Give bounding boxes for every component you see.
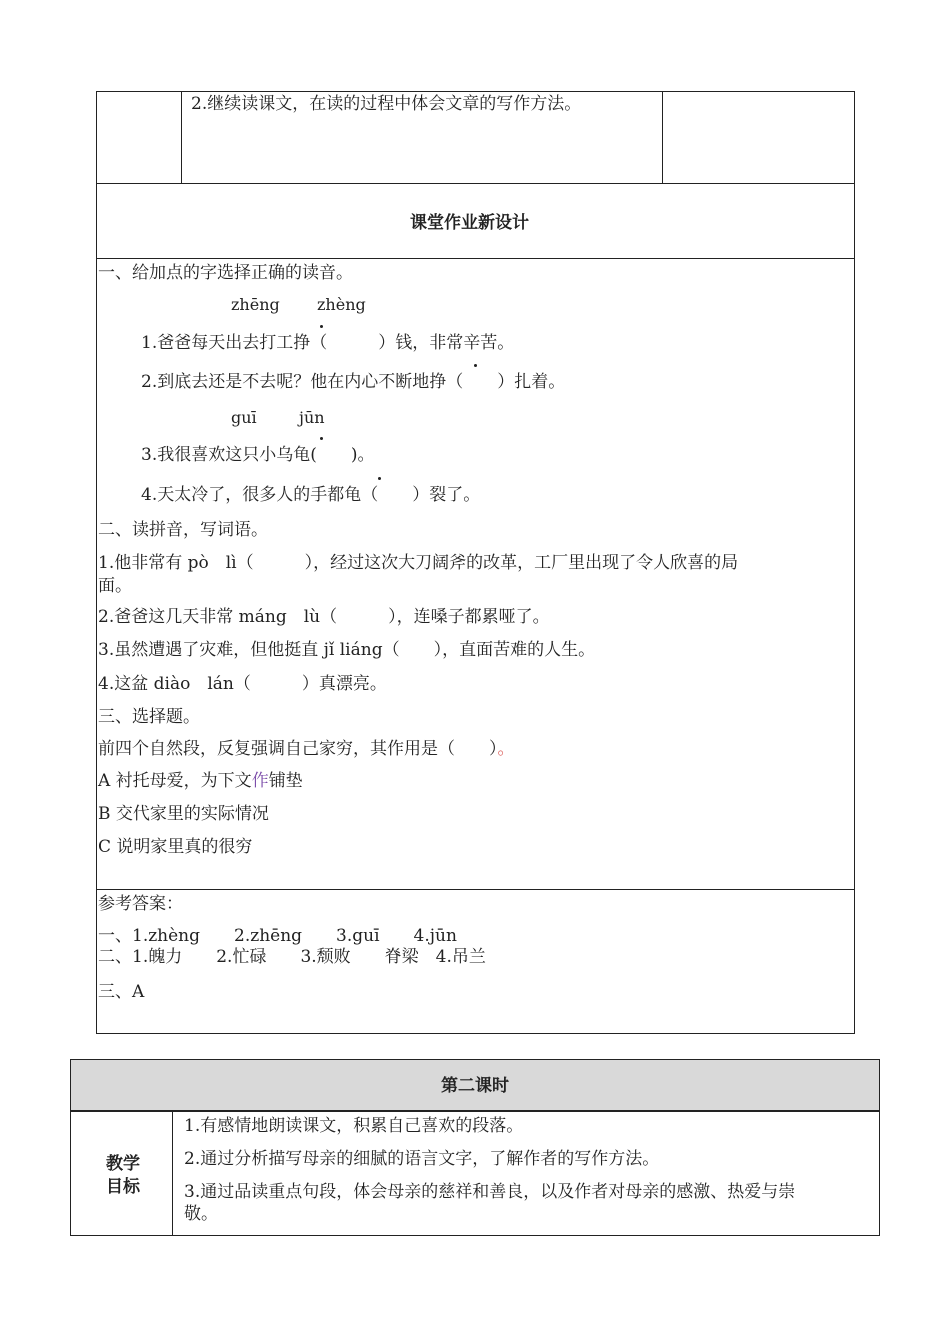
goals-label-line2: 目标 [106, 1177, 140, 1197]
part1-question-4: 4.天太冷了，很多人的手都龟（ ）裂了。 [141, 485, 481, 505]
part1-heading: 一、给加点的字选择正确的读音。 [98, 263, 353, 283]
goal-3-line1: 3.通过品读重点句段，体会母亲的慈祥和善良，以及作者对母亲的感激、热爱与崇 [184, 1182, 796, 1202]
part1-question-2: 2.到底去还是不去呢？他在内心不断地挣（ ）扎着。 [141, 372, 566, 392]
part3-question-end: 。 [497, 739, 515, 759]
part2-heading: 二、读拼音，写词语。 [98, 520, 268, 540]
top-table-row-divider-2 [96, 258, 855, 259]
emphasis-dot-4 [378, 477, 381, 480]
pinyin-zheng1: zhēng [231, 295, 280, 314]
option-a-post: 铺垫 [268, 771, 303, 791]
emphasis-dot-2 [474, 364, 477, 367]
goal-1: 1.有感情地朗读课文，积累自己喜欢的段落。 [184, 1116, 524, 1136]
part3-question [98, 738, 515, 760]
goal-2: 2.通过分析描写母亲的细腻的语言文字，了解作者的写作方法。 [184, 1149, 660, 1169]
pinyin-zheng4: zhèng [317, 295, 366, 314]
top-table-row-divider-1 [96, 183, 855, 184]
part2-question-2: 2.爸爸这几天非常 máng lù（ ），连嗓子都累哑了。 [98, 607, 550, 627]
section-title: 课堂作业新设计 [410, 213, 529, 233]
option-a-pre: A 衬托母爱，为下文 [98, 771, 252, 791]
pinyin-jun: jūn [299, 408, 325, 427]
part2-question-1-line2: 面。 [98, 576, 132, 596]
part3-question-text: 前四个自然段，反复强调自己家穷，其作用是（ ） [98, 739, 498, 759]
part2-question-3: 3.虽然遭遇了灾难，但他挺直 jǐ liáng（ ），直面苦难的人生。 [98, 640, 596, 660]
answers-line-3: 三、A [98, 982, 145, 1002]
goals-label-line1: 教学 [106, 1154, 140, 1174]
part3-option-a [98, 770, 303, 792]
part2-question-1-line1: 1.他非常有 pò lì（ ），经过这次大刀阔斧的改革，工厂里出现了令人欣喜的局 [98, 553, 739, 573]
option-a-mid: 作 [251, 771, 269, 791]
row1-text: 2.继续读课文，在读的过程中体会文章的写作方法。 [191, 94, 582, 114]
part1-question-3: 3.我很喜欢这只小乌龟( )。 [141, 445, 375, 465]
part1-question-1: 1.爸爸每天出去打工挣（ ）钱，非常辛苦。 [141, 333, 515, 353]
answers-heading: 参考答案： [98, 894, 183, 914]
top-table-col-divider-1 [181, 91, 182, 184]
answers-line-1: 一、1.zhèng 2.zhēng 3.guī 4.jūn [98, 926, 457, 946]
top-table-row-divider-3 [96, 889, 855, 890]
answers-line-2: 二、1.魄力 2.忙碌 3.颓败 脊梁 4.吊兰 [98, 947, 486, 967]
bottom-table-col-divider [172, 1110, 173, 1236]
pinyin-gui: guī [231, 408, 257, 427]
goal-3-line2: 敬。 [184, 1204, 218, 1224]
part3-option-b: B 交代家里的实际情况 [98, 804, 269, 824]
part3-heading: 三、选择题。 [98, 707, 200, 727]
lesson-title: 第二课时 [441, 1076, 509, 1096]
emphasis-dot-1 [320, 325, 323, 328]
top-table-col-divider-2 [662, 91, 663, 184]
part2-question-4: 4.这盆 diào lán（ ）真漂亮。 [98, 674, 387, 694]
part3-option-c: C 说明家里真的很穷 [98, 837, 253, 857]
emphasis-dot-3 [320, 437, 323, 440]
